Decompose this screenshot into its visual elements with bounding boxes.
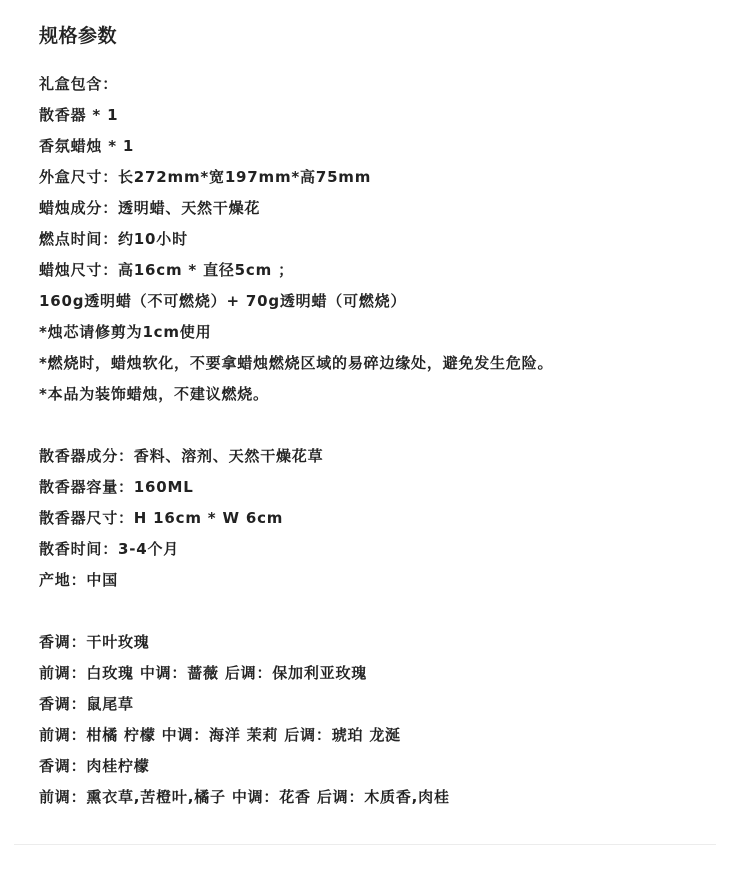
spec-line-candle-size: 蜡烛尺寸：高16cm * 直径5cm ； [39,261,294,279]
spec-line-wax-weight: 160g透明蜡（不可燃烧）+ 70g透明蜡（可燃烧） [39,292,407,310]
spec-note-wick: *烛芯请修剪为1cm使用 [39,323,212,341]
spec-line-candle-count: 香氛蜡烛 * 1 [39,137,135,155]
section-title: 规格参数 [39,25,118,47]
blank-line [39,410,553,441]
spec-list [39,69,553,813]
spec-line-gift-box-header: 礼盒包含： [39,75,119,93]
spec-line-candle-material: 蜡烛成分：透明蜡、天然干燥花 [39,199,261,217]
spec-note-burning-warning: *燃烧时，蜡烛软化，不要拿蜡烛燃烧区域的易碎边缘处，避免发生危险。 [39,354,554,372]
spec-line-diffuser-count: 散香器 * 1 [39,106,119,124]
spec-line-diffuse-time: 散香时间：3-4个月 [39,540,180,558]
spec-line-box-size: 外盒尺寸：长272mm*宽197mm*高75mm [39,168,372,186]
blank-line [39,596,553,627]
spec-line-origin: 产地：中国 [39,571,119,589]
scent-notes-cinnamon-lemon: 前调：熏衣草,苦橙叶,橘子 中调：花香 后调：木质香,肉桂 [39,788,450,806]
spec-line-diffuser-size: 散香器尺寸：H 16cm * W 6cm [39,509,284,527]
spec-line-burn-time: 燃点时间：约10小时 [39,230,188,248]
scent-notes-sage: 前调：柑橘 柠檬 中调：海洋 茉莉 后调：琥珀 龙涎 [39,726,401,744]
scent-name-rose: 香调：干叶玫瑰 [39,633,150,651]
scent-notes-rose: 前调：白玫瑰 中调：蔷薇 后调：保加利亚玫瑰 [39,664,368,682]
bottom-divider [14,844,716,845]
scent-name-sage: 香调：鼠尾草 [39,695,134,713]
spec-line-diffuser-material: 散香器成分：香料、溶剂、天然干燥花草 [39,447,324,465]
scent-name-cinnamon-lemon: 香调：肉桂柠檬 [39,757,150,775]
spec-note-decorative: *本品为装饰蜡烛，不建议燃烧。 [39,385,269,403]
spec-line-diffuser-capacity: 散香器容量：160ML [39,478,194,496]
